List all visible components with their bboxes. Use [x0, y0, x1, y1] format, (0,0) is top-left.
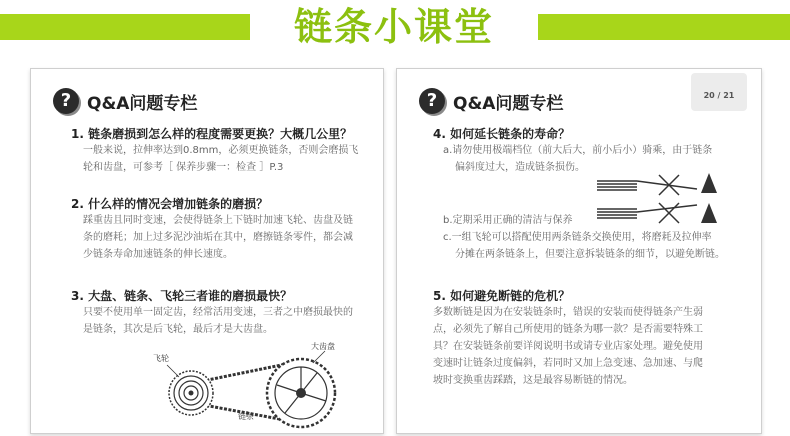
right-page	[396, 68, 762, 434]
answer-4c-line-1: c.一组飞轮可以搭配使用两条链条交换使用，将磨耗及拉伸率	[443, 232, 712, 243]
banner-bar-right	[538, 14, 790, 40]
answer-4a-line-1: a.请勿使用极端档位（前大后大，前小后小）骑乘，由于链条	[443, 145, 713, 156]
answer-1-line-1: 一般来说，拉伸率达到0.8mm，必须更换链条，否则会磨损飞	[83, 145, 359, 156]
answer-5-line-5: 坡时变换重齿踩踏，这是最容易断链的情况。	[433, 375, 633, 386]
answer-5-line-3: 具？在安装链条前要详阅说明书或请专业店家处理。避免使用	[433, 341, 703, 352]
answer-2-line-3: 少链条寿命加速链条的伸长速度。	[83, 249, 233, 260]
question-icon: ?	[419, 88, 445, 114]
answer-5-line-2: 点，必须先了解自己所使用的链条为哪一款？是否需要特殊工	[433, 324, 703, 335]
question-2: 2. 什么样的情况会增加链条的磨损？	[71, 197, 269, 211]
banner	[0, 0, 790, 56]
qa-header-title: Q&A问题专栏	[87, 93, 198, 114]
qa-header-title: Q&A问题专栏	[453, 93, 564, 114]
answer-5-line-4: 变速时让链条过度偏斜，若同时又加上急变速、急加速、与爬	[433, 358, 703, 369]
chainring-label: 大齿盘	[311, 342, 335, 351]
left-page	[30, 68, 384, 434]
page-number: 20 / 21	[691, 73, 747, 111]
question-icon: ?	[53, 88, 79, 114]
banner-bar-left	[0, 14, 250, 40]
answer-4c-line-2: 分摊在两条链条上，但要注意拆装链条的细节，以避免断链。	[455, 249, 725, 260]
answer-5-line-1: 多数断链是因为在安装链条时，错误的安装而使得链条产生弱	[433, 307, 703, 318]
answer-2-line-2: 条的磨耗；加上过多泥沙油垢在其中，磨擦链条零件，都会减	[83, 232, 353, 243]
chain-alignment-diagram	[597, 169, 727, 227]
question-4: 4. 如何延长链条的寿命？	[433, 127, 571, 141]
question-5: 5. 如何避免断链的危机？	[433, 289, 571, 303]
answer-1-line-2: 轮和齿盘，可参考［ 保养步骤一：检查 ］P.3	[83, 162, 284, 173]
answer-4a-line-2: 偏斜度过大，造成链条损伤。	[455, 162, 585, 173]
question-1: 1. 链条磨损到怎么样的程度需要更换？大概几公里？	[71, 127, 353, 141]
chain-label: 链条	[238, 412, 254, 421]
answer-4b: b.定期采用正确的清洁与保养	[443, 215, 573, 226]
answer-3-line-1: 只要不使用单一固定齿，经常活用变速，三者之中磨损最快的	[83, 307, 353, 318]
flywheel-label: 飞轮	[153, 354, 169, 363]
banner-title: 链条小课堂	[293, 5, 494, 49]
qa-header	[53, 87, 197, 115]
qa-header	[419, 87, 563, 115]
answer-3-line-2: 是链条，其次是后飞轮，最后才是大齿盘。	[83, 324, 273, 335]
answer-2-line-1: 踩重齿且同时变速，会使得链条上下链时加速飞轮、齿盘及链	[83, 215, 353, 226]
question-3: 3. 大盘、链条、飞轮三者谁的磨损最快？	[71, 289, 293, 303]
